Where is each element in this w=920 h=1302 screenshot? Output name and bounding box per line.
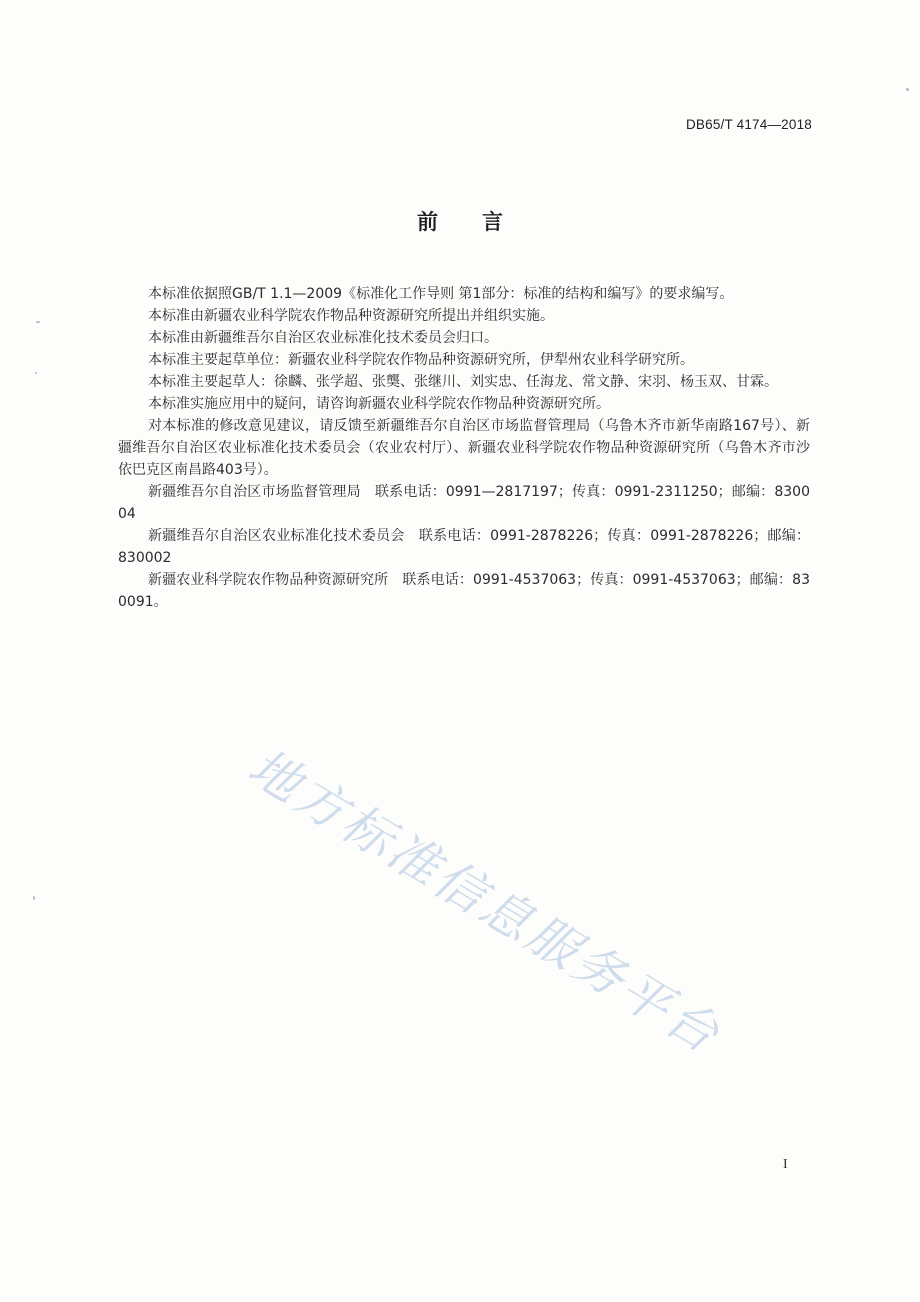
paragraph-inquiries: 本标准实施应用中的疑问，请咨询新疆农业科学院农作物品种资源研究所。 <box>148 396 610 412</box>
scan-speck <box>35 372 37 374</box>
paragraph-centralized-unit: 本标准由新疆维吾尔自治区农业标准化技术委员会归口。 <box>148 330 498 346</box>
paragraph-feedback: 对本标准的修改意见建议，请反馈至新疆维吾尔自治区市场监督管理局（乌鲁木齐市新华南路167号）、新疆维吾尔自治区农业标准化技术委员会（农业农村厅）、新疆农业科学院农作物品种资源研究所（乌鲁木齐市沙依巴克区南昌路403号）。 <box>118 418 810 478</box>
paragraph-proposer: 本标准由新疆农业科学院农作物品种资源研究所提出并组织实施。 <box>148 308 554 324</box>
page-title: 前言 <box>417 210 547 234</box>
paragraph-drafting-units: 本标准主要起草单位：新疆农业科学院农作物品种资源研究所，伊犁州农业科学研究所。 <box>148 352 694 368</box>
watermark: 地方标准信息服务平台 <box>238 737 732 1066</box>
scan-speck <box>33 896 35 900</box>
scan-speck <box>36 321 40 323</box>
paragraph-drafters: 本标准主要起草人：徐麟、张学超、张龑、张继川、刘实忠、任海龙、常文静、宋羽、杨玉双、甘霖。 <box>148 374 778 390</box>
paragraph-drafting-basis: 本标准依据照GB/T 1.1—2009《标准化工作导则 第1部分：标准的结构和编写》的要求编写。 <box>148 286 734 302</box>
paragraph-contact-committee: 新疆维吾尔自治区农业标准化技术委员会 联系电话：0991-2878226；传真：0991-2878226；邮编：830002 <box>118 528 810 566</box>
page-number: I <box>783 1157 788 1172</box>
paragraph-contact-market-bureau: 新疆维吾尔自治区市场监督管理局 联系电话：0991—2817197；传真：0991-2311250；邮编：830004 <box>118 484 810 522</box>
document-code: DB65/T 4174—2018 <box>685 117 812 132</box>
paragraph-contact-institute: 新疆农业科学院农作物品种资源研究所 联系电话：0991-4537063；传真：0991-4537063；邮编：830091。 <box>118 572 810 610</box>
scan-speck <box>906 88 909 91</box>
foreword-body <box>118 283 810 613</box>
